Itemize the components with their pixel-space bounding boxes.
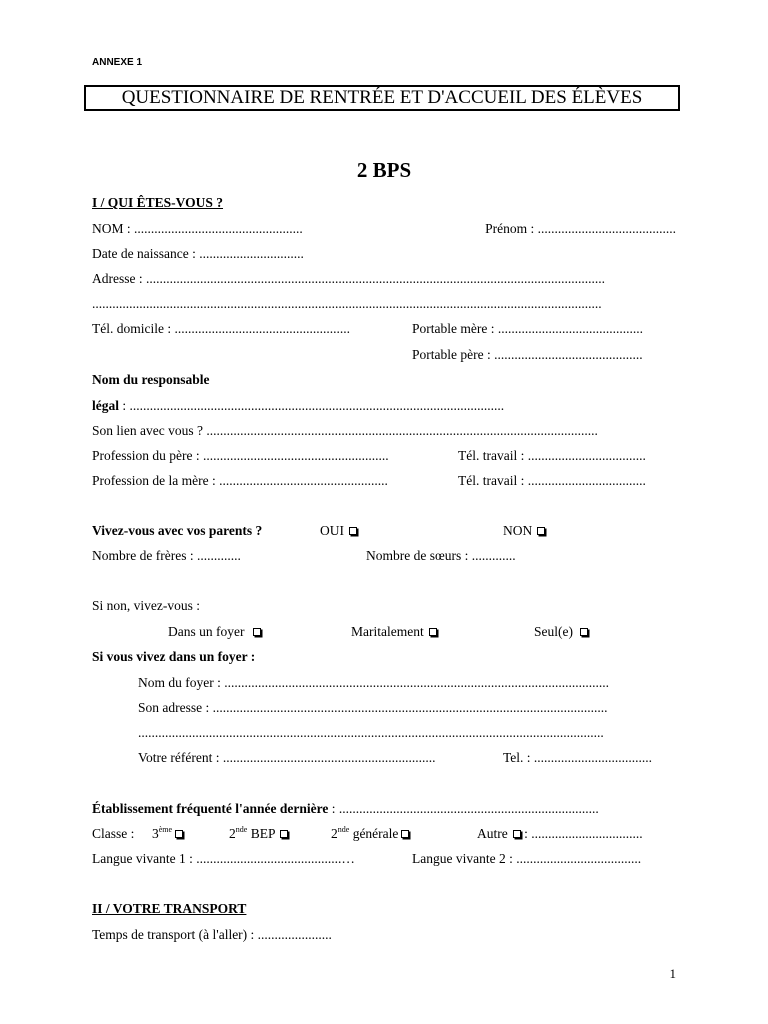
language2-field[interactable]: Langue vivante 2 : ..................................... (412, 851, 642, 866)
language1-field[interactable]: Langue vivante 1 : ...........................................… (92, 851, 355, 866)
home-phone-field[interactable]: Tél. domicile : .................................................... (92, 321, 350, 336)
classe-2bep-checkbox[interactable] (280, 830, 288, 838)
classe-2bep-sup: nde (235, 825, 248, 834)
classe-2bep-label: BEP (250, 826, 276, 841)
referent-phone-field[interactable]: Tel. : ................................... (503, 750, 653, 765)
classe-2gen-checkbox[interactable] (401, 830, 409, 838)
previous-school-dots: : ............................................................................. (328, 801, 599, 816)
address-line2-field[interactable]: ....................................................................................................................................................... (92, 296, 602, 311)
address-field[interactable]: Adresse : ........................................................................................................................................ (92, 271, 605, 286)
non-option[interactable] (503, 523, 545, 539)
class-title: 2 BPS (356, 158, 412, 182)
if-not-label: Si non, vivez-vous : (92, 598, 200, 613)
classe-3eme-label: 3 (152, 826, 159, 841)
nom-field[interactable]: NOM : .................................................. (92, 221, 303, 236)
transport-time-field[interactable]: Temps de transport (à l'aller) : ...................... (92, 927, 332, 942)
section2-heading: II / VOTRE TRANSPORT (92, 901, 247, 916)
oui-checkbox[interactable] (349, 527, 357, 535)
legal-dots: : ............................................................................................................... (119, 398, 505, 413)
brothers-count-field[interactable]: Nombre de frères : ............. (92, 548, 241, 563)
previous-school-field[interactable] (92, 801, 599, 817)
classe-2gen-label: générale (352, 826, 399, 841)
classe-2gen-sup: nde (337, 825, 350, 834)
foyer-address-field[interactable]: Son adresse : ..................................................................................................................... (138, 700, 608, 715)
father-mobile-field[interactable]: Portable père : ............................................ (412, 347, 643, 362)
classe-autre-option[interactable] (477, 826, 643, 842)
classe-3eme-sup: ème (158, 825, 173, 834)
non-checkbox[interactable] (537, 527, 545, 535)
classe-3eme-option[interactable] (152, 826, 183, 842)
section1-heading: I / QUI ÊTES-VOUS ? (92, 195, 224, 210)
seul-label: Seul(e) (534, 624, 573, 639)
referent-field[interactable]: Votre référent : ............................................................... (138, 750, 436, 765)
annexe-label: ANNEXE 1 (92, 57, 143, 68)
prenom-field[interactable]: Prénom : ......................................... (485, 221, 676, 236)
if-foyer-label: Si vous vivez dans un foyer : (92, 649, 256, 664)
maritalement-label: Maritalement (351, 624, 424, 639)
oui-option[interactable] (320, 523, 357, 539)
seul-option[interactable] (534, 624, 588, 640)
form-title-text: QUESTIONNAIRE DE RENTRÉE ET D'ACCUEIL DES ÉLÈVES (121, 87, 643, 108)
father-profession-field[interactable]: Profession du père : ....................................................... (92, 448, 389, 463)
classe-2bep-option[interactable] (229, 826, 288, 842)
mother-mobile-field[interactable]: Portable mère : ........................................... (412, 321, 643, 336)
classe-autre-dots: : ................................. (520, 826, 643, 841)
non-label: NON (503, 523, 533, 538)
foyer-name-field[interactable]: Nom du foyer : .................................................................................................................. (138, 675, 609, 690)
classe-label: Classe : (92, 826, 135, 841)
relationship-field[interactable]: Son lien avec vous ? .................................................................................................................... (92, 423, 598, 438)
guardian-label: Nom du responsable (92, 372, 210, 387)
birthdate-field[interactable]: Date de naissance : ............................... (92, 246, 304, 261)
foyer-checkbox[interactable] (253, 628, 261, 636)
foyer-label: Dans un foyer (168, 624, 245, 639)
foyer-address-line2-field[interactable]: .......................................................................................................................................... (138, 725, 604, 740)
classe-3eme-checkbox[interactable] (175, 830, 183, 838)
sisters-count-field[interactable]: Nombre de sœurs : ............. (366, 548, 516, 563)
live-with-parents-question: Vivez-vous avec vos parents ? (92, 523, 263, 538)
previous-school-label: Établissement fréquenté l'année dernière (92, 801, 329, 816)
classe-2gen-num: 2 (331, 826, 338, 841)
father-work-phone-field[interactable]: Tél. travail : ................................... (458, 448, 646, 463)
mother-work-phone-field[interactable]: Tél. travail : ................................... (458, 473, 646, 488)
form-title (84, 85, 680, 111)
classe-autre-label: Autre (477, 826, 508, 841)
seul-checkbox[interactable] (580, 628, 588, 636)
maritalement-option[interactable] (351, 624, 437, 640)
maritalement-checkbox[interactable] (429, 628, 437, 636)
legal-label: légal (92, 398, 119, 413)
guardian-name-field[interactable] (92, 398, 504, 414)
oui-label: OUI (320, 523, 344, 538)
classe-2gen-option[interactable] (331, 826, 409, 842)
classe-2bep-num: 2 (229, 826, 236, 841)
classe-autre-checkbox[interactable] (513, 830, 521, 838)
page-number: 1 (669, 966, 676, 981)
mother-profession-field[interactable]: Profession de la mère : .................................................. (92, 473, 388, 488)
foyer-option[interactable] (168, 624, 261, 640)
